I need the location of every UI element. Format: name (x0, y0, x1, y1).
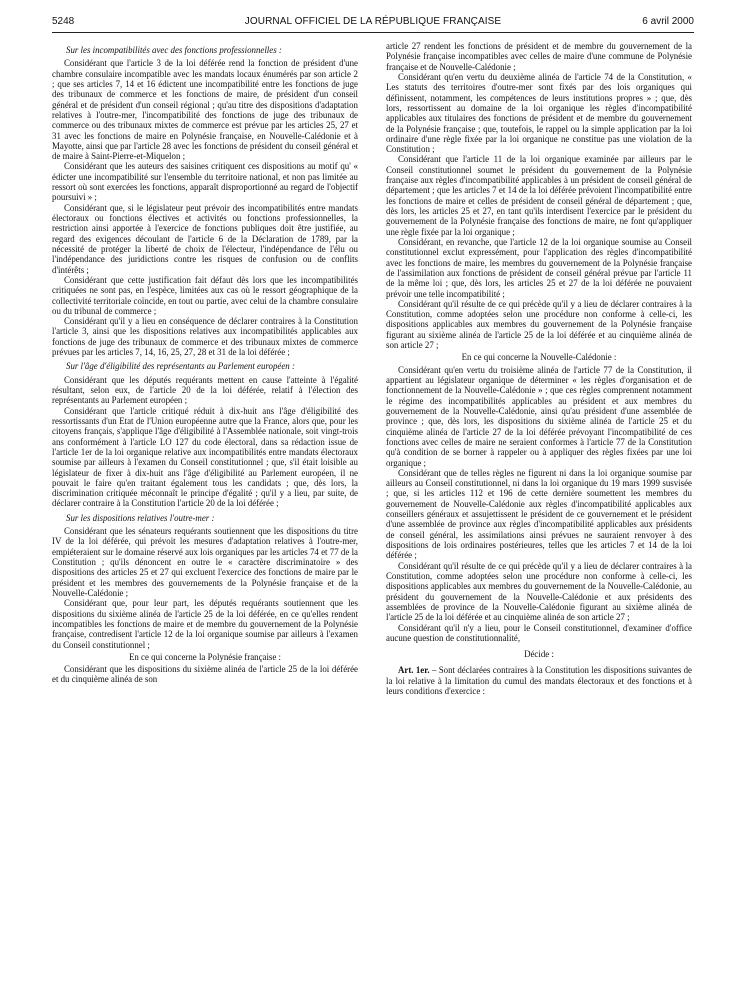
section-heading (52, 361, 358, 371)
body-paragraph (386, 468, 692, 561)
paragraph-text: Sur les dispositions relatives l'outre-mer : (66, 512, 215, 523)
body-paragraph (386, 623, 692, 644)
body-paragraph (386, 299, 692, 351)
paragraph-text: Considérant que l'article critiqué réduit à dix-huit ans l'âge d'éligibilité des ressortissants d'un Etat de l'Union européenne autre que la France, alors que, pour les citoyens français, s'applique l'âge d'éligibilité à l'Assemblée nationale, soit vingt-trois ans conformément à l'article LO 127 du code électoral, dans sa rédaction issue de l'article 1er de la loi organique relative aux incompatibilités entre mandats électoraux soumise par ailleurs à l'examen du Conseil constitutionnel ; que, s'il était loisible au législateur de fixer à dix-huit ans l'âge d'éligibilité au Parlement européen, il ne pouvait le faire qu'en traitant également tous les candidats ; que, dès lors, la discrimination critiquée méconnaît le principe d'égalité ; qu'il y a lieu, par suite, de déclarer contraire à la Constitution l'article 20 de la loi déférée ; (52, 405, 358, 509)
body-paragraph (386, 72, 692, 155)
paragraph-text: Considérant qu'il n'y a lieu, pour le Conseil constitutionnel, d'examiner d'office aucune question de constitutionnalité, (386, 622, 692, 643)
continued-paragraph (386, 41, 692, 72)
body-paragraph (52, 375, 358, 406)
left-column (52, 41, 358, 976)
paragraph-text: Sur les incompatibilités avec des fonctions professionnelles : (66, 45, 282, 55)
body-paragraph (52, 203, 358, 275)
paragraph-text: Considérant qu'il résulte de ce qui précède qu'il y a lieu de déclarer contraires à la Constitution, comme adoptées selon une procédure non conforme à celle-ci, les dispositions applicables aux membres du gouvernement de la Nouvelle-Calédonie, au président du gouvernement de la Nouvelle-Calédonie et aux présidents des assemblées de province de la Nouvelle-Calédonie figurant au sixième alinéa de l'article 25 de la loi déférée et au cinquième alinéa de son article 27 ; (386, 560, 692, 623)
paragraph-text: En ce qui concerne la Polynésie française : (128, 651, 282, 662)
issue-date: 6 avril 2000 (642, 16, 694, 27)
article-label: Art. 1er. (398, 665, 430, 676)
paragraph-text: Considérant que, pour leur part, les députés requérants soutiennent que les dispositions du sixième alinéa de l'article 25 de la loi déférée, en ce qu'elles rendent incompatibles les fonctions de maire et de membre du gouvernement de la Polynésie française, contredisent l'article 12 de la loi organique soumise par ailleurs à l'examen du Conseil constitutionnel ; (52, 598, 358, 650)
paragraph-text: Considérant qu'il résulte de ce qui précède qu'il y a lieu de déclarer contraires à la Constitution, comme adoptées selon une procédure non conforme à celle-ci, les dispositions applicables aux membres du gouvernement de la Polynésie française figurant au sixième alinéa de l'article 25 de la loi déférée et au cinquième alinéa de son article 27 ; (386, 298, 692, 351)
paragraph-text: Considérant que cette justification fait défaut dès lors que les incompatibilités critiquées ne sont pas, en l'espèce, limitées aux cas où le ressort géographique de la collectivité territoriale coïncide, en tout ou partie, avec celui de la chambre consulaire ou du tribunal de commerce ; (52, 274, 358, 316)
paragraph-text: Considérant que de telles règles ne figurent ni dans la loi organique soumise par ailleurs au Conseil constitutionnel, ni dans la loi organique du 19 mars 1999 susvisée ; que, si les articles 112 et 196 de cette dernière soumettent les membres du gouvernement de Nouvelle-Calédonie aux règles d'incompatibilité applicables aux conseillers généraux et assujettissent le président de ce gouvernement et le président d'une assemblée de province aux règles d'incompatibilité applicables aux présidents de conseil général, les assimilations ainsi prévues ne sauraient renvoyer à des dispositions de lois ordinaires postérieures, telles que les articles 7 et 14 de la loi déférée ; (386, 467, 692, 561)
paragraph-text: Sur l'âge d'éligibilité des représentants au Parlement européen : (66, 361, 295, 372)
paragraph-text: En ce qui concerne la Nouvelle-Calédonie : (461, 352, 617, 363)
body-paragraph (52, 316, 358, 357)
paragraph-text: Considérant que les sénateurs requérants soutiennent que les dispositions du titre IV de la loi déférée, qui prévoit les mesures d'adaptation relatives à l'outre-mer, empiéteraient sur le domaine réservé aux lois organiques par les articles 74 et 77 de la Constitution ; qu'ils dénoncent en outre le « caractère discriminatoire » des dispositions des articles 25 et 27 qui excluent l'exercice des fonctions de maire par le président et les membres des gouvernements de la Polynésie française et de la Nouvelle-Calédonie ; (52, 526, 358, 598)
article-paragraph (386, 665, 692, 696)
body-paragraph (52, 598, 358, 650)
paragraph-text: Considérant que, si le législateur peut prévoir des incompatibilités entre mandats électoraux ou fonctions électives et activités ou fonctions professionnelles, la restriction ainsi apportée à l'exercice de fonctions publiques doit être justifiée, au regard des exigences découlant de l'article 6 de la Déclaration de 1789, par la nécessité de protéger la liberté de choix de l'électeur, l'indépendance de l'élu ou l'indépendance des juridictions contre les risques de confusion ou de conflits d'intérêts ; (52, 202, 358, 275)
body-paragraph (52, 58, 358, 161)
paragraph-text: Considérant qu'en vertu du troisième alinéa de l'article 77 de la Constitution, il appartient au législateur organique de déterminer « les règles d'organisation et de fonctionnement de la Nouvelle-Calédonie » ; que ces règles comprennent notamment le régime des incompatibilités applicables au président et aux membres du gouvernement de la Nouvelle-Calédonie, ainsi qu'au président d'une assemblée de province ; que, dès lors, les dispositions du sixième alinéa de l'article 25 et du cinquième alinéa de l'article 27 de la loi déférée prévoyant l'incompatibilité de ces fonctions avec celles de maire ne seraient conformes à l'article 77 de la Constitution qu'à condition de se borner à rappeler ou à appliquer des règles fixées par une loi organique ; (386, 364, 692, 468)
page-number: 5248 (52, 16, 75, 27)
body-paragraph (52, 275, 358, 316)
body-paragraph (386, 561, 692, 623)
decision-heading (386, 649, 692, 659)
paragraph-text: article 27 rendent les fonctions de président et de membre du gouvernement de la Polynésie française incompatibles avec celles de maire d'une commune de Polynésie française et de Nouvelle-Calédonie ; (386, 41, 692, 72)
body-paragraph (386, 237, 692, 299)
paragraph-text: Considérant qu'il y a lieu en conséquence de déclarer contraires à la Constitution l'article 3, ainsi que les dispositions relatives aux incompatibilités applicables aux fonctions de juge des tribunaux de commerce et des tribunaux mixtes de commerce prévues par les articles 7, 14, 16, 25, 27, 28 et 31 de la loi déférée ; (52, 316, 358, 358)
paragraph-text: Considérant que les dispositions du sixième alinéa de l'article 25 de la loi déférée et du cinquième alinéa de son (52, 664, 358, 685)
body-paragraph (52, 406, 358, 509)
subsection-heading (52, 652, 358, 662)
page-header (52, 16, 694, 32)
paragraph-text: Considérant qu'en vertu du deuxième alinéa de l'article 74 de la Constitution, « Les statuts des territoires d'outre-mer sont fixés par des lois organiques qui définissent, notamment, les compétences de leurs institutions propres » ; que, dès lors, ressortissent au domaine de la loi organique les règles d'incompatibilité applicables aux titulaires des fonctions de président et de membre du gouvernement de la Polynésie française ; que, toutefois, le rappel ou la simple application par la loi ordinaire d'une règle fixée par la loi organique ne constitue pas une violation de la Constitution ; (386, 71, 692, 155)
body-paragraph (386, 365, 692, 468)
paragraph-text: Considérant que les auteurs des saisines critiquent ces dispositions au motif qu' « édicter une incompatibilité sur l'ensemble du territoire national, et non pas limitée au ressort où sont exercées les fonctions, apparaît disproportionné au regard de l'objectif poursuivi » ; (52, 161, 358, 203)
journal-title: JOURNAL OFFICIEL DE LA RÉPUBLIQUE FRANÇAISE (244, 16, 502, 27)
body-paragraph (52, 664, 358, 685)
paragraph-text: Considérant, en revanche, que l'article 12 de la loi organique soumise au Conseil constitutionnel exclut expressément, pour l'application des règles d'incompatibilité avec les fonctions de maire, les membres du gouvernement de la Polynésie française de l'assimilation aux fonctions de président de conseil général prévue par l'article 11 de la même loi ; que, dès lors, les articles 25 et 27 de la loi déférée ne pouvaient prévoir une telle incompatibilité ; (386, 236, 692, 299)
section-heading (52, 45, 358, 55)
section-heading (52, 513, 358, 523)
paragraph-text: – Sont déclarées contraires à la Constitution les dispositions suivantes de la loi relative à la limitation du cumul des mandats électoraux et des fonctions et à leurs conditions d'exercice : (386, 665, 692, 697)
right-column (386, 41, 692, 976)
body-paragraph (386, 154, 692, 237)
paragraph-text: Considérant que l'article 11 de la loi organique examinée par ailleurs par le Conseil constitutionnel soumet le président du gouvernement de la Polynésie française aux règles d'incompatibilité applicables à un président de conseil général de département ; que les articles 7 et 14 de la loi déférée prévoient l'incompatibilité entre les fonctions de maire et celles de président de conseil général de département ; que, dès lors, les articles 25 et 27, en tant qu'ils interdisent l'exercice par le président du gouvernement de la Polynésie française des fonctions de maire, ne font qu'appliquer une règle fixée par la loi organique ; (386, 154, 692, 237)
body-paragraph (52, 526, 358, 598)
body-paragraph (52, 161, 358, 202)
paragraph-text: Considérant que les députés requérants mettent en cause l'atteinte à l'égalité résultant, selon eux, de l'article 20 de la loi déférée, relatif à l'élection des représentants au Parlement européen ; (52, 374, 358, 406)
paragraph-text: Considérant que l'article 3 de la loi déférée rend la fonction de président d'une chambre consulaire incompatible avec les mandats locaux énumérés par son article 2 ; que ses articles 7, 14 et 16 édictent une incompatibilité entre les fonctions de juge des tribunaux de commerce et les fonctions de maire, de président d'un conseil général et de président d'un conseil régional ; qu'au titre des dispositions d'adaptation relatives à l'outre-mer, l'incompatibilité des fonctions de juge des tribunaux de commerce ou des tribunaux mixtes de commerce est prévue par les articles 25, 27 et 31 avec les fonctions de maire en Polynésie française, en Nouvelle-Calédonie et à Mayotte, ainsi que par l'article 28 avec les fonctions de président du conseil général et de maire à Saint-Pierre-et-Miquelon ; (52, 58, 358, 162)
subsection-heading (386, 352, 692, 362)
header-rule (52, 32, 694, 33)
paragraph-text: Décide : (524, 649, 554, 660)
